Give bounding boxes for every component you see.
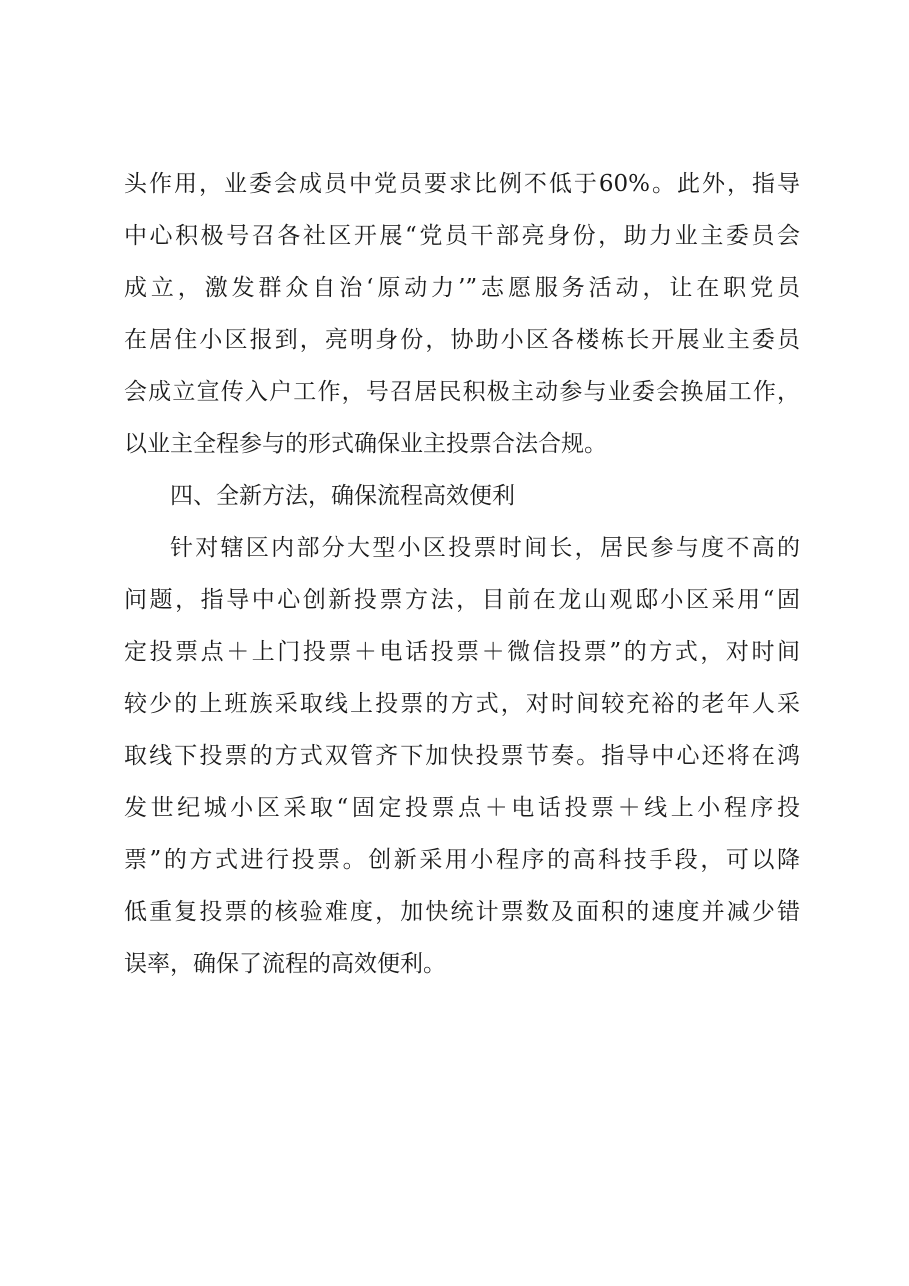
text-line: 发世纪城小区采取“固定投票点＋电话投票＋线上小程序投: [124, 795, 800, 821]
document-body: [124, 158, 800, 990]
text-line: 问题，指导中心创新投票方法，目前在龙山观邸小区采用“固: [124, 587, 800, 613]
text-line: 以业主全程参与的形式确保业主投票合法合规。: [124, 431, 607, 457]
text-line: 票”的方式进行投票。创新采用小程序的高科技手段，可以降: [124, 847, 800, 873]
text-line: 头作用，业委会成员中党员要求比例不低于60%。此外，指导: [124, 171, 800, 197]
text-line: 中心积极号召各社区开展“党员干部亮身份，助力业主委员会: [124, 223, 800, 249]
text-line: 定投票点＋上门投票＋电话投票＋微信投票”的方式，对时间: [124, 639, 800, 665]
text-line: 取线下投票的方式双管齐下加快投票节奏。指导中心还将在鸿: [124, 743, 800, 769]
text-line: 会成立宣传入户工作，号召居民积极主动参与业委会换届工作，: [124, 379, 800, 405]
text-line: 在居住小区报到，亮明身份，协助小区各楼栋长开展业主委员: [124, 327, 800, 353]
text-line: 成立，激发群众自治‘原动力’”志愿服务活动，让在职党员: [124, 275, 800, 301]
text-line: 误率，确保了流程的高效便利。: [124, 951, 446, 977]
paragraph-continuation: [124, 158, 800, 470]
text-line: 较少的上班族采取线上投票的方式，对时间较充裕的老年人采: [124, 691, 800, 717]
paragraph-voting-methods: [124, 522, 800, 990]
text-line: 低重复投票的核验难度，加快统计票数及面积的速度并减少错: [124, 899, 800, 925]
section-heading: [124, 470, 800, 522]
text-line: 针对辖区内部分大型小区投票时间长，居民参与度不高的: [170, 535, 800, 561]
section-heading-text: 四、全新方法，确保流程高效便利: [170, 483, 515, 509]
